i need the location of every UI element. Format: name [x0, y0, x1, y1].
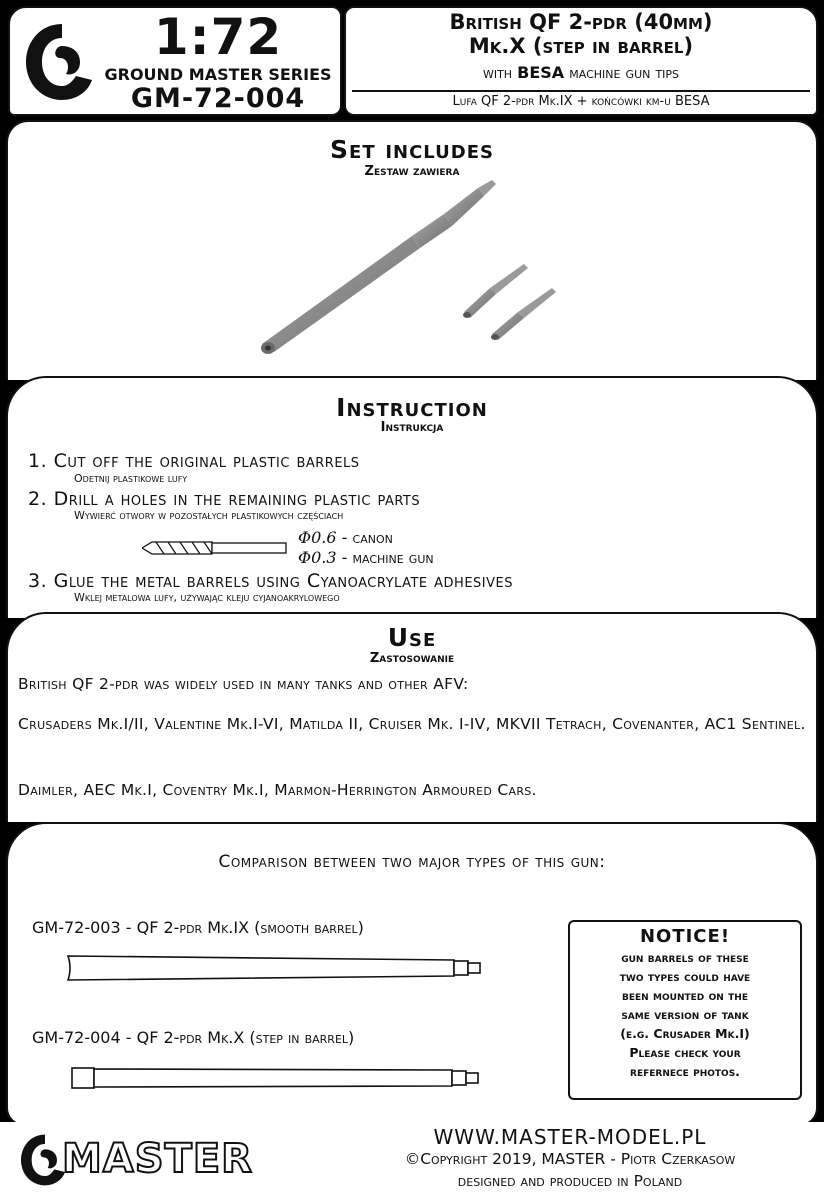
comparison-title: Comparison between two major types of this gun:	[218, 852, 606, 872]
use-paragraph-1: British QF 2-pdr was widely used in many tanks and other AFV:	[18, 675, 469, 693]
comparison-section	[6, 822, 818, 1126]
series-label: GROUND MASTER SERIES	[104, 65, 332, 84]
brand-wordmark: MASTER	[62, 1136, 253, 1182]
notice-line: (e.g. Crusader Mk.I)	[620, 1026, 750, 1041]
product-title-line1: British QF 2-pdr (40mm)	[449, 10, 713, 34]
notice-line: two types could have	[619, 969, 751, 984]
step-3: 3. Glue the metal barrels using Cyanoacrylate adhesives	[28, 570, 513, 592]
use-subheading: Zastosowanie	[369, 651, 455, 666]
main-barrel-part	[261, 180, 496, 354]
title-bold: BESA	[517, 63, 565, 82]
parts-illustration	[248, 166, 568, 366]
scale-label: 1:72	[153, 8, 283, 66]
step-3-sub: Wklej metalowa lufy, używając kleju cyjanoakrylowego	[74, 591, 340, 604]
drill-bit-icon	[142, 540, 292, 556]
website-link[interactable]: WWW.MASTER-MODEL.PL	[433, 1125, 707, 1149]
instruction-heading: Instruction	[336, 393, 488, 422]
produced-text: designed and produced in Poland	[457, 1172, 683, 1190]
drill-size-mg	[298, 548, 434, 567]
drill-size-canon	[298, 528, 393, 547]
set-heading: Set includes	[330, 135, 494, 164]
drill-size-label: - machine gun	[336, 548, 434, 567]
product-title-line2: Mk.X (step in barrel)	[468, 34, 694, 58]
title-prefix: with	[482, 63, 518, 82]
use-section	[6, 612, 818, 822]
instruction-subheading: Instrukcja	[380, 420, 444, 435]
notice-line: Please check your	[629, 1045, 741, 1060]
smooth-barrel-drawing	[64, 950, 484, 986]
type-step-label: GM-72-004 - QF 2-pdr Mk.X (step in barrel)	[32, 1028, 355, 1047]
step-1-sub: Odetnij plastikowe lufy	[74, 472, 188, 485]
title-suffix: machine gun tips	[564, 63, 680, 82]
step-barrel-drawing	[68, 1060, 488, 1096]
notice-line: gun barrels of these	[621, 950, 749, 965]
step-1: 1. Cut off the original plastic barrels	[28, 450, 360, 472]
drill-size-value: Φ0.6	[298, 528, 337, 547]
set-subheading: Zestaw zawiera	[364, 164, 460, 179]
product-title-line3	[346, 63, 816, 83]
use-paragraph-2: Crusaders Mk.I/II, Valentine Mk.I-VI, Matilda II, Cruiser Mk. I-IV, MKVII Tetrach, Covenanter, AC1 Sentinel.	[18, 715, 806, 733]
notice-box	[568, 920, 802, 1100]
drill-size-label: - canon	[336, 528, 393, 547]
footer	[0, 1122, 824, 1200]
notice-line: been mounted on the	[622, 988, 748, 1003]
product-code: GM-72-004	[130, 83, 306, 114]
master-logo-icon	[22, 20, 96, 104]
use-heading: Use	[387, 623, 437, 652]
step-2: 2. Drill a holes in the remaining plastic parts	[28, 488, 421, 510]
set-includes-section	[6, 120, 818, 380]
master-logo-icon	[18, 1132, 68, 1188]
header-title-panel	[344, 6, 818, 116]
notice-line: refernece photos.	[630, 1064, 740, 1079]
drill-size-value: Φ0.3	[298, 548, 337, 567]
divider	[352, 90, 810, 92]
notice-title: NOTICE!	[639, 926, 731, 947]
type-smooth-label: GM-72-003 - QF 2-pdr Mk.IX (smooth barrel)	[32, 918, 364, 937]
step-2-sub: Wywierć otwory w pozostałych plastikowych częściach	[74, 509, 344, 522]
copyright-text: ©Copyright 2019, MASTER - Piotr Czerkasow	[404, 1150, 736, 1168]
polish-title: Lufa QF 2-pdr Mk.IX + końcówki km-u BESA	[452, 94, 710, 109]
header-series-panel	[8, 6, 342, 116]
mg-tip-part-2	[491, 288, 556, 340]
mg-tip-part-1	[463, 264, 528, 318]
notice-line: same version of tank	[621, 1007, 749, 1022]
use-paragraph-3: Daimler, AEC Mk.I, Coventry Mk.I, Marmon-Herrington Armoured Cars.	[18, 781, 537, 799]
instruction-section	[6, 376, 818, 618]
